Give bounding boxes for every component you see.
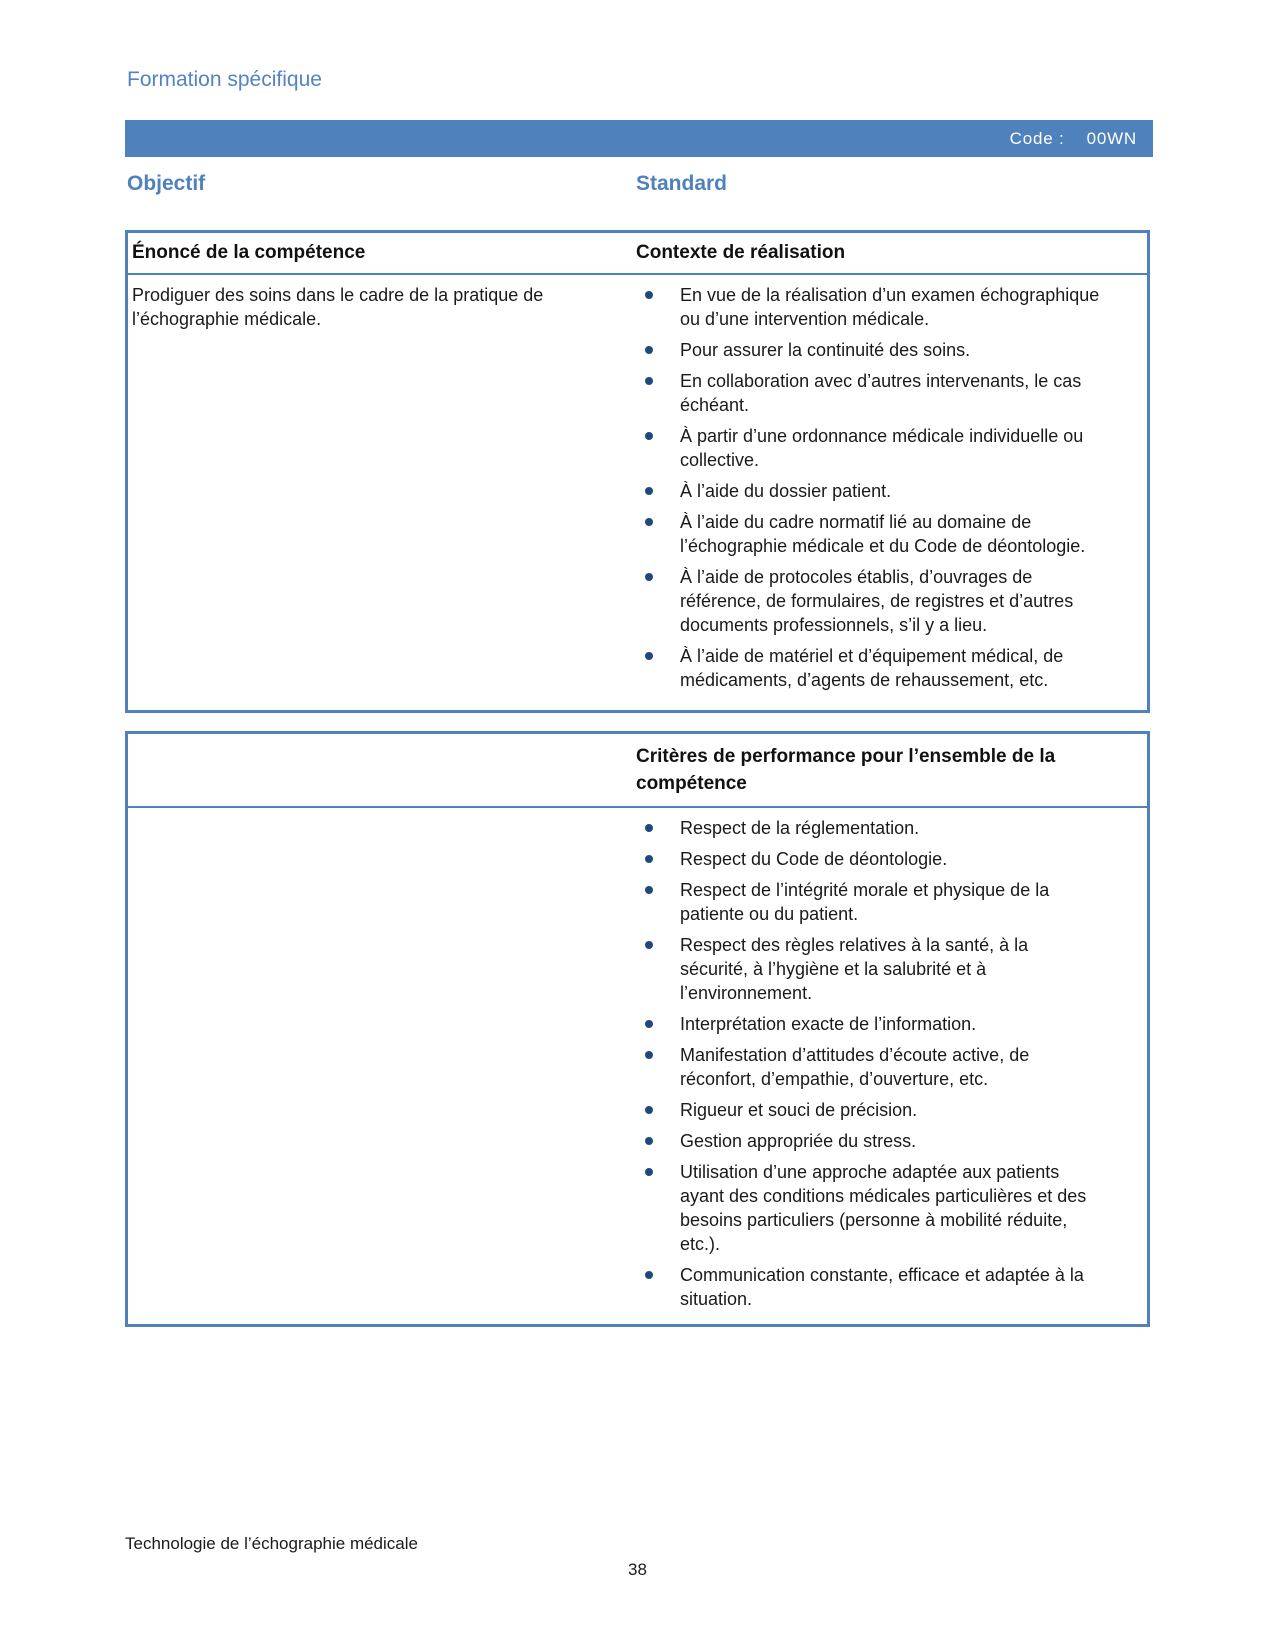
bullet-icon <box>645 346 653 354</box>
bullet-item <box>636 1129 1100 1153</box>
bullet-icon <box>645 652 653 660</box>
bullet-icon <box>645 941 653 949</box>
criteria-table-body-row <box>128 808 1147 1324</box>
bullet-text: Respect de l’intégrité morale et physique de la patiente ou du patient. <box>680 880 1050 924</box>
bullet-item <box>636 878 1100 926</box>
bullet-item <box>636 369 1100 417</box>
competency-table-header-row <box>128 233 1147 275</box>
criteria-table-header-row <box>128 734 1147 808</box>
bullet-icon <box>645 1051 653 1059</box>
competency-table-body-row <box>128 275 1147 705</box>
bullet-icon <box>645 824 653 832</box>
bullet-text: À partir d’une ordonnance médicale individuelle ou collective. <box>680 426 1084 470</box>
bullet-text: Interprétation exacte de l’information. <box>680 1014 977 1034</box>
bullet-icon <box>645 855 653 863</box>
competency-statement: Prodiguer des soins dans le cadre de la pratique de l’échographie médicale. <box>132 285 544 329</box>
bullet-icon <box>645 377 653 385</box>
bullet-icon <box>645 432 653 440</box>
bullet-item <box>636 565 1100 637</box>
bullet-item <box>636 1098 1100 1122</box>
bullet-text: À l’aide du dossier patient. <box>680 481 892 501</box>
bullet-item <box>636 1043 1100 1091</box>
bullet-item <box>636 933 1100 1005</box>
bullet-icon <box>645 1168 653 1176</box>
bullet-icon <box>645 1137 653 1145</box>
bullet-icon <box>645 291 653 299</box>
running-header: Formation spécifique <box>127 68 322 91</box>
bullet-item <box>636 424 1100 472</box>
bullet-text: En collaboration avec d’autres intervenants, le cas échéant. <box>680 371 1082 415</box>
code-value: 00WN <box>1086 128 1137 148</box>
bullet-item <box>636 283 1100 331</box>
bullet-icon <box>645 886 653 894</box>
bullet-item <box>636 479 1100 503</box>
bullet-text: Rigueur et souci de précision. <box>680 1100 918 1120</box>
criteria-bullet-list <box>636 816 1100 1311</box>
bullet-icon <box>645 1271 653 1279</box>
bullet-icon <box>645 573 653 581</box>
bullet-text: Communication constante, efficace et adaptée à la situation. <box>680 1265 1084 1309</box>
code-banner <box>125 120 1153 157</box>
bullet-item <box>636 644 1100 692</box>
bullet-text: Pour assurer la continuité des soins. <box>680 340 971 360</box>
footer-document-title: Technologie de l’échographie médicale <box>125 1534 418 1553</box>
header-criteres-performance: Critères de performance pour l’ensemble de la compétence <box>636 746 1056 794</box>
footer-page-number: 38 <box>628 1560 647 1579</box>
code-label: Code : <box>1009 128 1065 148</box>
bullet-item <box>636 1263 1100 1311</box>
context-bullet-list <box>636 283 1100 692</box>
heading-standard: Standard <box>636 172 728 195</box>
bullet-item <box>636 510 1100 558</box>
competency-table <box>125 230 1150 713</box>
bullet-icon <box>645 487 653 495</box>
bullet-text: À l’aide de matériel et d’équipement médical, de médicaments, d’agents de rehaussement, etc. <box>680 646 1064 690</box>
bullet-item <box>636 1012 1100 1036</box>
header-contexte-realisation: Contexte de réalisation <box>636 242 846 263</box>
header-enonce-competence: Énoncé de la compétence <box>132 242 366 263</box>
bullet-icon <box>645 1020 653 1028</box>
bullet-text: Utilisation d’une approche adaptée aux patients ayant des conditions médicales particulières et des besoins particuliers (personne à mobilité réduite, etc.). <box>680 1162 1087 1254</box>
bullet-text: Respect du Code de déontologie. <box>680 849 948 869</box>
page-footer <box>125 1534 1150 1580</box>
criteria-table <box>125 731 1150 1327</box>
bullet-item <box>636 816 1100 840</box>
bullet-text: À l’aide du cadre normatif lié au domaine de l’échographie médicale et du Code de déontologie. <box>680 512 1086 556</box>
column-headings <box>127 172 1150 196</box>
bullet-text: Respect de la réglementation. <box>680 818 920 838</box>
bullet-text: Respect des règles relatives à la santé, à la sécurité, à l’hygiène et la salubrité et à l’environnement. <box>680 935 1029 1003</box>
bullet-text: À l’aide de protocoles établis, d’ouvrages de référence, de formulaires, de registres et d’autres documents professionnels, s’il y a lieu. <box>680 567 1074 635</box>
criteria-header-empty-cell <box>128 743 636 797</box>
bullet-icon <box>645 1106 653 1114</box>
bullet-text: Manifestation d’attitudes d’écoute active, de réconfort, d’empathie, d’ouverture, etc. <box>680 1045 1030 1089</box>
bullet-item <box>636 847 1100 871</box>
bullet-text: Gestion appropriée du stress. <box>680 1131 917 1151</box>
criteria-body-empty-cell <box>128 816 636 1311</box>
bullet-icon <box>645 518 653 526</box>
heading-objectif: Objectif <box>127 172 206 195</box>
bullet-item <box>636 1160 1100 1256</box>
bullet-text: En vue de la réalisation d’un examen échographique ou d’une intervention médicale. <box>680 285 1100 329</box>
bullet-item <box>636 338 1100 362</box>
